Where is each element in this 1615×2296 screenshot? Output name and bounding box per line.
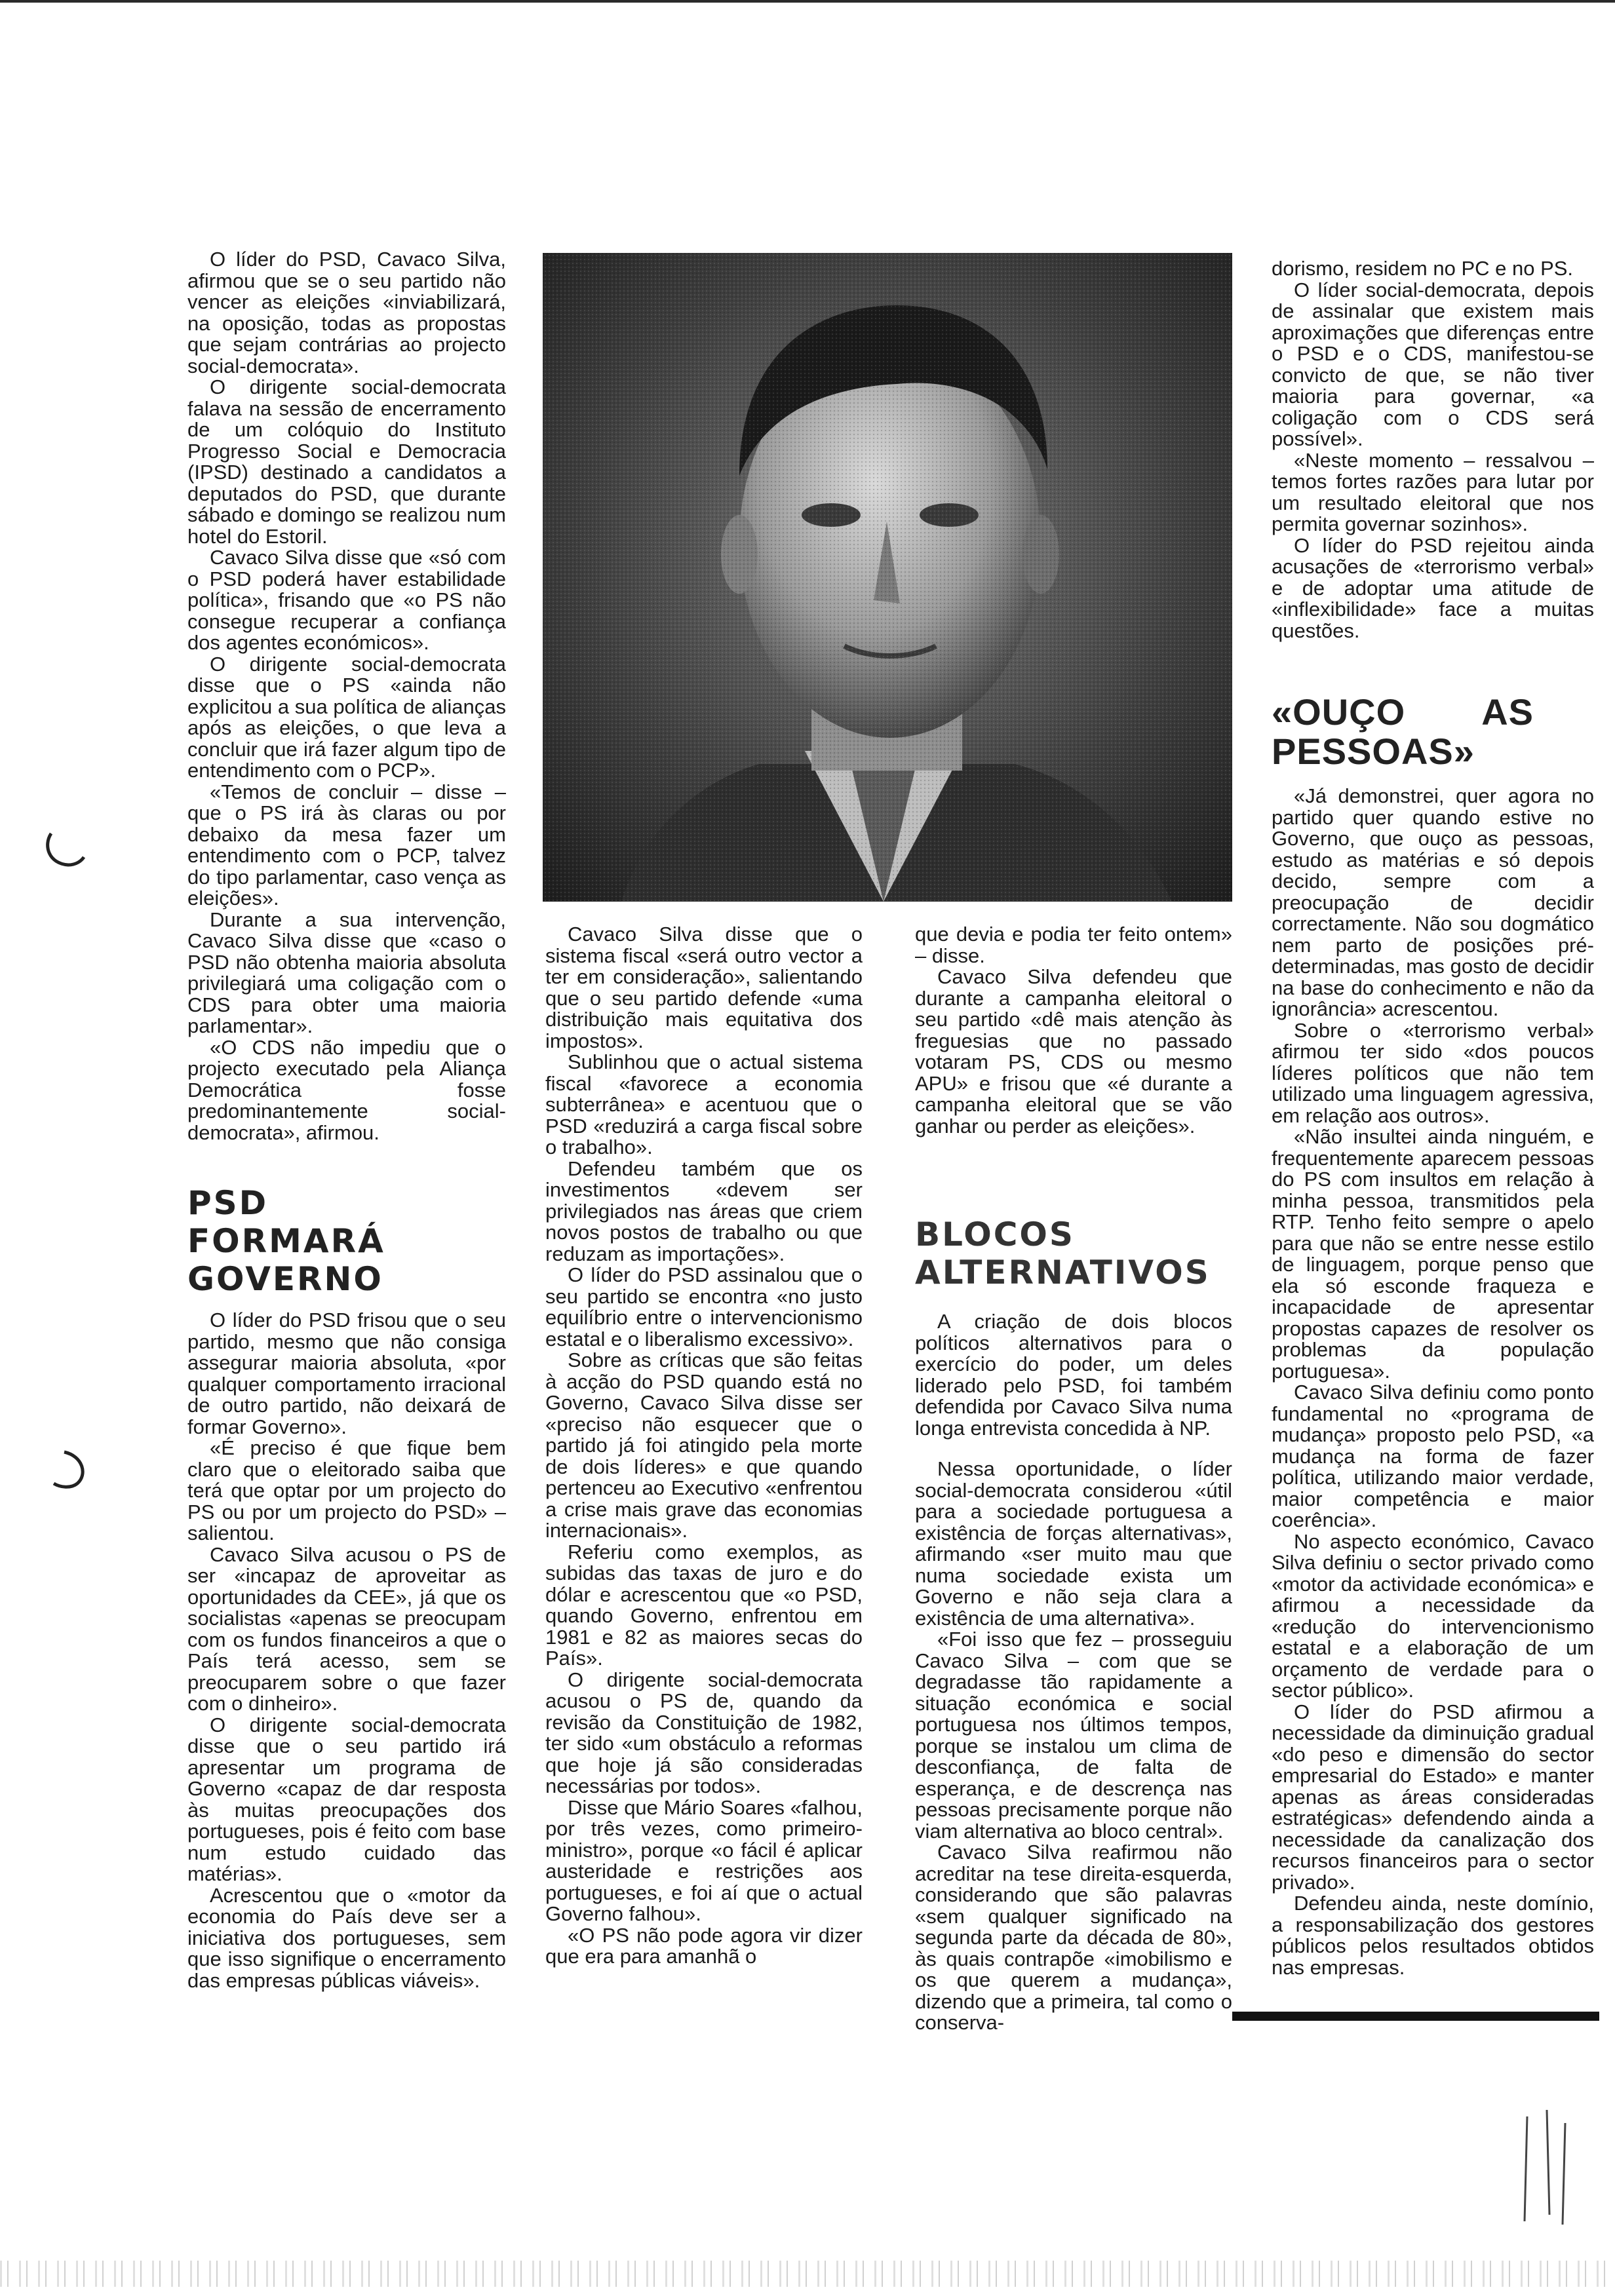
paragraph: O dirigente social-democrata acusou o PS de, quando da revisão da Constituição de 1982, ter sido «um obstáculo a reformas que hoje já são consideradas necessárias por todos».	[545, 1668, 863, 1797]
paragraph: Cavaco Silva reafirmou não acreditar na tese direita-esquerda, considerando que são palavras «sem qualquer significado na segunda parte da década de 80», às quais contrapõe «imobilismo e os que querem a mudança», dizendo que a primeira, tal como o conserva-	[915, 1841, 1232, 2034]
paragraph: Disse que Mário Soares «falhou, por três vezes, como primeiro-ministro», porque «o fácil é aplicar austeridade e restrições aos portugueses, e foi aí que o actual Governo falhou».	[545, 1795, 863, 1925]
paragraph: No aspecto económico, Cavaco Silva definiu o sector privado como «motor da actividade económica» e afirmou a necessidade da «redução do intervencionismo estatal e a elaboração de um orçamento de verdade para o sector público».	[1272, 1529, 1594, 1702]
paragraph: O líder do PSD rejeitou ainda acusações de «terrorismo verbal» e de adoptar uma atitude de «inflexibilidade» face a muitas questões.	[1272, 533, 1594, 642]
paragraph: O líder social-democrata, depois de assinalar que existem mais aproximações que diferenças entre o PSD e o CDS, manifestou-se convicto de que, se não tiver maioria para governar, «a coligação com o CDS será possível».	[1272, 278, 1594, 450]
paragraph: Cavaco Silva disse que o sistema fiscal «será outro vector a ter em consideração», salientando que o seu partido defende «uma distribuição mais equitativa dos impostos».	[545, 923, 863, 1052]
paragraph: Cavaco Silva disse que «só com o PSD poderá haver estabilidade política», frisando que «o PS não consegue recuperar a confiança dos agentes económicos».	[187, 546, 506, 654]
paragraph: «É preciso é que fique bem claro que o eleitorado saiba que terá que optar por um projecto do PS ou por um projecto do PSD» – salientou.	[187, 1436, 506, 1544]
paragraph: Cavaco Silva definiu como ponto fundamental no «programa de mudança» proposto pelo PSD, «a mudança na forma de fazer política, utilizando maior verdade, maior competência e maior coerência».	[1272, 1381, 1594, 1531]
paragraph: Referiu como exemplos, as subidas das taxas de juro e do dólar e acrescentou que «o PSD, quando Governo, enfrentou em 1981 e 82 as maiores secas do País».	[545, 1540, 863, 1670]
paragraph: «Neste momento – ressalvou – temos fortes razões para lutar por um resultado eleitoral que nos permita governar sozinhos».	[1272, 448, 1594, 535]
paragraph: dorismo, residem no PC e no PS.	[1272, 257, 1574, 280]
paragraph: «Foi isso que fez – prosseguiu Cavaco Silva – com que se degradasse tão rapidamente a situação económica e social portuguesa nos últimos tempos, porque se instalou um clima de desconfiança, de falta de esperança, e de descrença nas pessoas precisamente porque não viam alternativa ao bloco central».	[915, 1628, 1232, 1843]
paragraph: Defendeu também que os investimentos «devem ser privilegiados nas áreas que criem novos postos de trabalho ou que reduzam as importações».	[545, 1157, 863, 1265]
binder-hole-mark-top	[39, 826, 92, 878]
top-rule	[0, 0, 1615, 3]
paragraph: «O CDS não impediu que o projecto executado pela Aliança Democrática fosse predominantemente social-democrata», afirmou.	[187, 1035, 506, 1144]
section-heading-blocos-alternativos: BLOCOS ALTERNATIVOS	[915, 1215, 1211, 1292]
article-column-4	[1272, 258, 1594, 1978]
article-column-3	[915, 924, 1232, 2034]
section-heading-psd-formara-governo: PSD FORMARÁ GOVERNO	[187, 1184, 385, 1298]
paragraph: O líder do PSD afirmou a necessidade da diminuição gradual «do peso e dimensão do sector empresarial do Estado» e manter apenas as áreas consideradas estratégicas» defendendo ainda a necessidade da canalização dos recursos financeiros para o sector privado».	[1272, 1700, 1594, 1894]
portrait-image	[543, 253, 1232, 902]
paragraph: Nessa oportunidade, o líder social-democrata considerou «útil para a sociedade portuguesa a existência de forças alternativas», afirmando «ser muito mau que numa sociedade exista um Governo e não seja clara a existência de uma alternativa».	[915, 1457, 1232, 1630]
paragraph: que devia e podia ter feito ontem» – disse.	[915, 923, 1232, 967]
paragraph: Acrescentou que o «motor da economia do País deve ser a iniciativa dos portugueses, sem que isso signifique o encerramento das empresas públicas viáveis».	[187, 1883, 506, 1992]
article-column-2	[545, 924, 863, 1968]
paragraph: Sublinhou que o actual sistema fiscal «favorece a economia subterrânea» e acentuou que o PSD «reduzirá a carga fiscal sobre o trabalho».	[545, 1050, 863, 1158]
paragraph: Sobre o «terrorismo verbal» afirmou ter sido «dos poucos líderes políticos que não tem utilizado uma linguagem agressiva, em relação aos outros».	[1272, 1018, 1594, 1127]
paragraph: O dirigente social-democrata falava na sessão de encerramento de um colóquio do Instituto Progresso Social e Democracia (IPSD) destinado a candidatos a deputados do PSD, que durante sábado e domingo se realizou num hotel do Estoril.	[187, 375, 506, 548]
column-1-body-continued	[187, 1310, 506, 1991]
column-1-body	[187, 249, 506, 1143]
paragraph: Defendeu ainda, neste domínio, a responsabilização dos gestores públicos pelos resultados obtidos nas empresas.	[1272, 1892, 1594, 1979]
paragraph: «Temos de concluir – disse – que o PS irá às claras ou por debaixo da mesa fazer um entendimento com o PCP, talvez do tipo parlamentar, caso vença as eleições».	[187, 780, 506, 909]
section-heading-ouco-as-pessoas: «OUÇO AS PESSOAS»	[1272, 691, 1534, 772]
paragraph: «O PS não pode agora vir dizer que era para amanhã o	[545, 1923, 863, 1968]
scan-noise-strip	[0, 2261, 1615, 2287]
paragraph: O líder do PSD assinalou que o seu partido se encontra «no justo equilíbrio entre o intervencionismo estatal e o liberalismo excessivo».	[545, 1263, 863, 1350]
portrait-photo	[543, 253, 1232, 902]
paragraph: Cavaco Silva acusou o PS de ser «incapaz de aproveitar as oportunidades da CEE», já que os socialistas «apenas se preocupam com os fundos financeiros a que o País terá acesso, sem se preocuparem sobre o que fazer com o dinheiro».	[187, 1542, 506, 1715]
paragraph: O líder do PSD, Cavaco Silva, afirmou que se o seu partido não vencer as eleições «inviabilizará, na oposição, todas as propostas que sejam contrárias ao projecto social-democrata».	[187, 248, 506, 377]
article-column-1	[187, 249, 506, 1991]
binder-hole-mark-bottom	[45, 1445, 97, 1498]
article-end-bar	[1232, 2012, 1599, 2021]
paragraph: O dirigente social-democrata disse que o PS «ainda não explicitou a sua política de alianças após as eleições, o que leva a concluir que irá fazer algum tipo de entendimento com o PCP».	[187, 652, 506, 782]
paragraph: «Já demonstrei, quer agora no partido quer quando estive no Governo, que ouço as pessoas, estudo as matérias e só depois decido, sempre com a preocupação de decidir correctamente. Não sou dogmático nem parto de posições pré-determinadas, mas gosto de decidir na base do conhecimento e não da ignorância» acrescentou.	[1272, 784, 1594, 1020]
paragraph: Durante a sua intervenção, Cavaco Silva disse que «caso o PSD não obtenha maioria absoluta privilegiará uma coligação com o CDS para obter uma maioria parlamentar».	[187, 908, 506, 1037]
paragraph: O dirigente social-democrata disse que o seu partido irá apresentar um programa de Governo «capaz de dar resposta às muitas preocupações dos portugueses, pois é feito com base num estudo cuidado das matérias».	[187, 1713, 506, 1885]
paragraph: «Não insultei ainda ninguém, e frequentemente aparecem pessoas do PS com insultos em relação à minha pessoa, transmitidos pela RTP. Tenho feito sempre o apelo para que não se entre nesse estilo de linguagem, porque penso que ela só esconde fraqueza e incapacidade de apresentar propostas capazes de resolver os problemas da população portuguesa».	[1272, 1125, 1594, 1383]
paragraph: Sobre as críticas que são feitas à acção do PSD quando está no Governo, Cavaco Silva disse ser «preciso não esquecer que o partido já foi atingido pela morte de dois líderes» e que quando pertenceu ao Executivo «enfrentou a crise mais grave das economias internacionais».	[545, 1349, 863, 1542]
paragraph: A criação de dois blocos políticos alternativos para o exercício do poder, um deles liderado pelo PSD, foi também defendida por Cavaco Silva numa longa entrevista concedida à NP.	[915, 1310, 1232, 1440]
scan-edge-marks	[1508, 2110, 1586, 2228]
paragraph: O líder do PSD frisou que o seu partido, mesmo que não consiga assegurar maioria absoluta, «por qualquer comportamento irracional de outro partido, não deixará de formar Governo».	[187, 1309, 506, 1438]
paragraph: Cavaco Silva defendeu que durante a campanha eleitoral o seu partido «dê mais atenção às freguesias que no passado votaram PS, CDS ou mesmo APU» e frisou que «é durante a campanha eleitoral que se vão ganhar ou perder as eleições».	[915, 965, 1232, 1138]
